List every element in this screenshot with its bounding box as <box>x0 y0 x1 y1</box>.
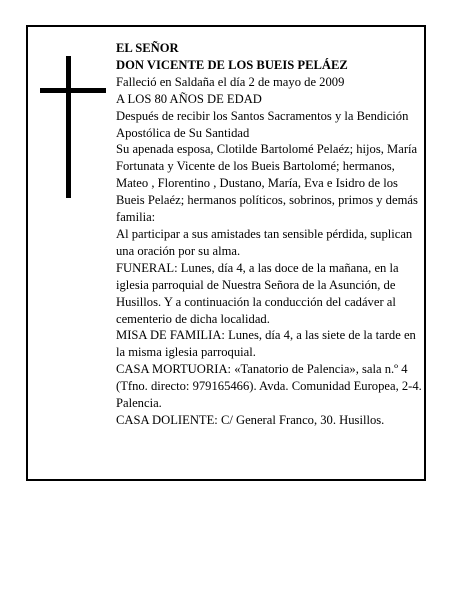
funeral-paragraph: FUNERAL: Lunes, día 4, a las doce de la mañana, en la iglesia parroquial de Nuestra Señora de la Asunción, de Husillos. Y a continuación la conducción del cadáver al cementerio de dicha localidad. <box>116 260 399 326</box>
age-line: A LOS 80 AÑOS DE EDAD <box>116 91 262 106</box>
obituary-frame <box>26 25 426 481</box>
obituary-text <box>116 40 426 429</box>
mourning-house-paragraph: CASA DOLIENTE: C/ General Franco, 30. Husillos. <box>116 412 385 427</box>
mortuary-paragraph: CASA MORTUORIA: «Tanatorio de Palencia», sala n.º 4 (Tfno. directo: 979165466). Avda. Comunidad Europea, 2-4. Palencia. <box>116 362 422 411</box>
request-paragraph: Al participar a sus amistades tan sensible pérdida, suplican una oración por su alma. <box>116 226 413 258</box>
obituary-title-1: EL SEÑOR <box>116 41 179 55</box>
family-paragraph: Su apenada esposa, Clotilde Bartolomé Pelaéz; hijos, María Fortunata y Vicente de los Bueis Bartolomé; hermanos, Mateo , Florentino , Dustano, María, Eva e Isidro de los Bueis Pelaéz; hermanos políticos, sobrinos, primos y demás familia: <box>116 142 418 225</box>
cross-horizontal-bar <box>40 88 106 93</box>
cross-vertical-bar <box>66 56 71 198</box>
cross-icon <box>40 56 106 198</box>
deceased-line: Falleció en Saldaña el día 2 de mayo de 2009 <box>116 74 345 89</box>
sacraments-paragraph: Después de recibir los Santos Sacramentos y la Bendición Apostólica de Su Santidad <box>116 108 409 140</box>
obituary-title-2: DON VICENTE DE LOS BUEIS PELÁEZ <box>116 57 348 72</box>
family-mass-paragraph: MISA DE FAMILIA: Lunes, día 4, a las siete de la tarde en la misma iglesia parroquial. <box>116 328 416 360</box>
